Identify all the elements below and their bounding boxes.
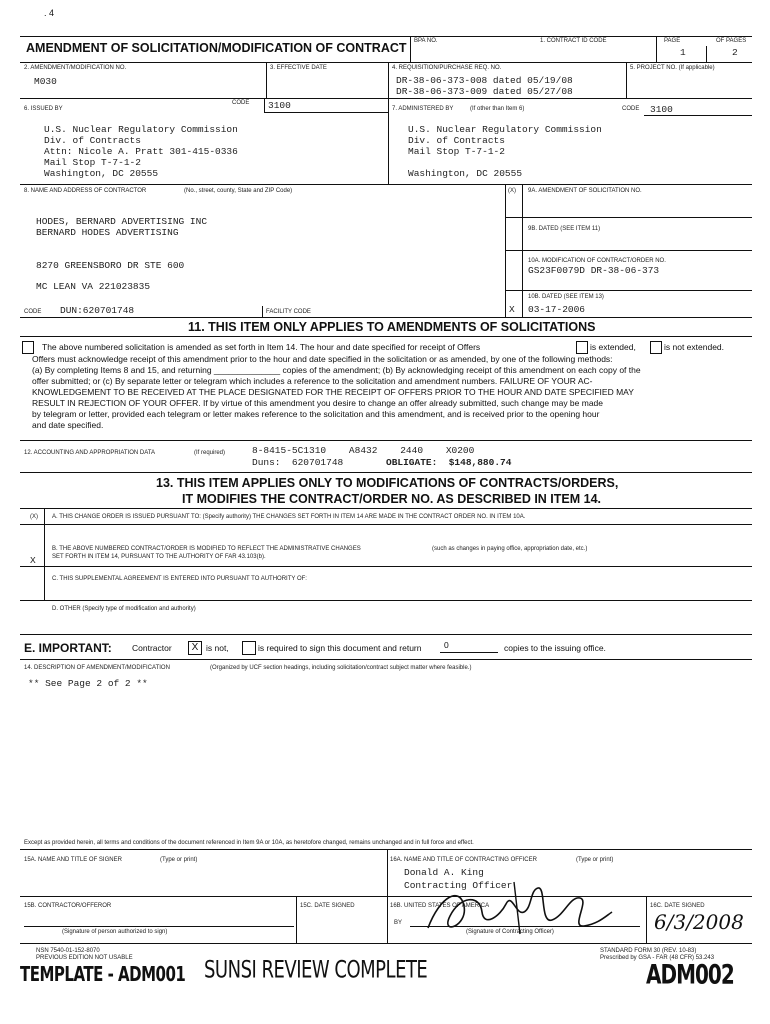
admin-line-3: Mail Stop T-7-1-2: [408, 146, 505, 157]
standard-form-text: STANDARD FORM 30 (REV. 10-83): [600, 948, 697, 954]
issued-line-2: Div. of Contracts: [44, 135, 141, 146]
contracting-officer-label: 16A. NAME AND TITLE OF CONTRACTING OFFICER: [390, 857, 537, 863]
contractor-line-2: BERNARD HODES ADVERTISING: [36, 227, 179, 238]
contractor-label: 8. NAME AND ADDRESS OF CONTRACTOR: [24, 188, 147, 194]
signer-note: (Type or print): [160, 857, 198, 863]
item-13b-text-1: B. THE ABOVE NUMBERED CONTRACT/ORDER IS MODIFIED TO REFLECT THE ADMINISTRATIVE CHANGES: [52, 546, 361, 552]
contract-id-label: 1. CONTRACT ID CODE: [540, 38, 607, 44]
copies-value: 0: [444, 640, 449, 650]
item-13a-text: A. THIS CHANGE ORDER IS ISSUED PURSUANT TO: (Specify authority) THE CHANGES SET FORTH IN ITEM 14 ARE MADE IN THE CONTRACT ORDER NO. IN ITEM 10A.: [52, 514, 526, 520]
form-title: AMENDMENT OF SOLICITATION/MODIFICATION OF CONTRACT: [26, 41, 407, 55]
is-required-text: is required to sign this document and return: [258, 643, 422, 653]
x-column-label: (X): [508, 188, 516, 194]
project-no-label: 5. PROJECT NO. (If applicable): [630, 65, 715, 71]
facility-code-label: FACILITY CODE: [266, 309, 311, 315]
item-11-text-1: Offers must acknowledge receipt of this amendment prior to the hour and date specified in the solicitation or as amended, by one of the following methods:: [32, 354, 613, 364]
amendment-no-value: M030: [34, 76, 57, 87]
issued-line-4: Mail Stop T-7-1-2: [44, 157, 141, 168]
is-required-checkbox[interactable]: [242, 641, 256, 655]
officer-title: Contracting Officer: [404, 880, 513, 891]
is-extended-checkbox[interactable]: [576, 341, 588, 354]
important-label: E. IMPORTANT:: [24, 641, 112, 655]
item-11-text-3: offer submitted; or (c) By separate letter or telegram which includes a reference to the solicitation and amendment numbers. FAILURE OF YOUR AC-: [32, 376, 593, 386]
admin-line-2: Div. of Contracts: [408, 135, 505, 146]
solicitation-amended-checkbox[interactable]: [22, 341, 34, 354]
obligate-amount: OBLIGATE: $148,880.74: [386, 457, 512, 468]
box-10b-mark: X: [509, 304, 515, 315]
administered-by-label: 7. ADMINISTERED BY: [392, 106, 454, 112]
adm-stamp: ADM002: [646, 958, 734, 991]
item-13-x-label: (X): [30, 514, 38, 520]
is-not-extended-label: is not extended.: [664, 342, 725, 352]
item-13-title-1: 13. THIS ITEM APPLIES ONLY TO MODIFICATIONS OF CONTRACTS/ORDERS,: [156, 476, 619, 490]
contracting-officer-note: (Type or print): [576, 857, 614, 863]
accounting-line-2: Duns: 620701748: [252, 457, 344, 468]
item-13d-text: D. OTHER (Specify type of modification and authority): [52, 606, 196, 612]
issued-code-value: 3100: [268, 100, 291, 111]
contractor-line-4: 8270 GREENSBORO DR STE 600: [36, 260, 185, 271]
item-13-title-2: IT MODIFIES THE CONTRACT/ORDER NO. AS DESCRIBED IN ITEM 14.: [182, 492, 602, 506]
issued-line-3: Attn: Nicole A. Pratt 301-415-0336: [44, 146, 238, 157]
item-13b-mark: X: [30, 555, 36, 566]
item-13b-note: (such as changes in paying office, appropriation date, etc.): [432, 546, 588, 552]
contractor-code-value: DUN:620701748: [60, 305, 135, 316]
description-text: ** See Page 2 of 2 **: [28, 678, 148, 689]
accounting-line-1: 8-8415-5C1310 A8432 2440 X0200: [252, 445, 475, 456]
officer-signature: [420, 876, 620, 946]
requisition-label: 4. REQUISITION/PURCHASE REQ. NO.: [392, 65, 502, 71]
requisition-line-1: DR-38-06-373-008 dated 05/19/08: [396, 75, 573, 86]
is-not-checkbox[interactable]: X: [188, 641, 202, 655]
effective-date-label: 3. EFFECTIVE DATE: [270, 65, 327, 71]
by-label: BY: [394, 920, 403, 926]
scan-mark: . 4: [44, 8, 55, 18]
of-pages-label: OF PAGES: [716, 38, 747, 44]
item-11-text-2: (a) By completing Items 8 and 15, and returning ______________ copies of the amendment; (b) By acknowledging receipt of this amendment on each copy of the: [32, 365, 641, 375]
issued-line-1: U.S. Nuclear Regulatory Commission: [44, 124, 238, 135]
issued-by-label: 6. ISSUED BY: [24, 106, 63, 112]
box-10a-label: 10A. MODIFICATION OF CONTRACT/ORDER NO.: [528, 258, 666, 264]
contractor-offeror-label: 15B. CONTRACTOR/OFFEROR: [24, 903, 112, 909]
item-11-text-6: by telegram or letter, provided each telegram or letter makes reference to the solicitation and this amendment, and is received prior to the opening hour: [32, 409, 600, 419]
page-label: PAGE: [664, 38, 681, 44]
admin-code-label: CODE: [622, 106, 640, 112]
issued-line-5: Washington, DC 20555: [44, 168, 159, 179]
box-10b-value: 03-17-2006: [528, 304, 586, 315]
item-11-text-7: and date specified.: [32, 420, 104, 430]
accounting-note: (If required): [194, 450, 226, 456]
item-11-title: 11. THIS ITEM ONLY APPLIES TO AMENDMENTS OF SOLICITATIONS: [188, 320, 596, 334]
contractor-word: Contractor: [132, 643, 172, 653]
previous-edition-text: PREVIOUS EDITION NOT USABLE: [36, 955, 133, 961]
copies-text: copies to the issuing office.: [504, 643, 606, 653]
requisition-line-2: DR-38-06-373-009 dated 05/27/08: [396, 86, 573, 97]
of-pages-number: 2: [732, 47, 738, 58]
page-number: 1: [680, 47, 686, 58]
sunsi-stamp: SUNSI REVIEW COMPLETE: [204, 956, 428, 985]
admin-code-value: 3100: [650, 104, 673, 115]
bpa-label: BPA NO.: [414, 38, 438, 44]
accounting-label: 12. ACCOUNTING AND APPROPRIATION DATA: [24, 450, 156, 456]
officer-name: Donald A. King: [404, 867, 484, 878]
description-note: (Organized by UCF section headings, including solicitation/contract subject matter where feasible.): [210, 665, 472, 671]
template-stamp: TEMPLATE - ADM001: [20, 962, 186, 987]
is-extended-label: is extended,: [590, 342, 636, 352]
contractor-signature-caption: (Signature of person authorized to sign): [62, 929, 168, 935]
except-text: Except as provided herein, all terms and conditions of the document referenced in Item 9A or 10A, as heretofore changed, remains unchanged and in full force and effect.: [24, 840, 474, 846]
nsn-text: NSN 7540-01-152-8070: [36, 948, 100, 954]
officer-date-label: 16C. DATE SIGNED: [650, 903, 705, 909]
box-9a-label: 9A. AMENDMENT OF SOLICITATION NO.: [528, 188, 642, 194]
item-13c-text: C. THIS SUPPLEMENTAL AGREEMENT IS ENTERED INTO PURSUANT TO AUTHORITY OF:: [52, 576, 307, 582]
signer-label: 15A. NAME AND TITLE OF SIGNER: [24, 857, 122, 863]
is-not-extended-checkbox[interactable]: [650, 341, 662, 354]
is-not-label: is not,: [206, 643, 229, 653]
contractor-line-1: HODES, BERNARD ADVERTISING INC: [36, 216, 208, 227]
admin-line-1: U.S. Nuclear Regulatory Commission: [408, 124, 602, 135]
issued-code-label: CODE: [232, 100, 250, 106]
admin-line-5: Washington, DC 20555: [408, 168, 523, 179]
amendment-no-label: 2. AMENDMENT/MODIFICATION NO.: [24, 65, 127, 71]
officer-signature-caption: (Signature of Contracting Officer): [466, 929, 554, 935]
item-11-line-1: The above numbered solicitation is amended as set forth in Item 14. The hour and date specified for receipt of Offers: [42, 342, 481, 352]
item-13b-text-2: SET FORTH IN ITEM 14, PURSUANT TO THE AUTHORITY OF FAR 43.103(b).: [52, 554, 266, 560]
prescribed-text: Prescribed by GSA - FAR (48 CFR) 53.243: [600, 955, 715, 961]
box-10a-value: GS23F0079D DR-38-06-373: [528, 265, 660, 276]
box-10b-label: 10B. DATED (SEE ITEM 13): [528, 294, 604, 300]
box-9b-label: 9B. DATED (SEE ITEM 11): [528, 226, 601, 232]
handwritten-date: 6/3/2008: [654, 910, 744, 934]
contractor-date-label: 15C. DATE SIGNED: [300, 903, 355, 909]
contractor-code-label: CODE: [24, 309, 42, 315]
description-label: 14. DESCRIPTION OF AMENDMENT/MODIFICATION: [24, 665, 170, 671]
contractor-note: (No., street, county, State and ZIP Code): [184, 188, 293, 194]
usa-label: 16B. UNITED STATES OF AMERICA: [390, 903, 490, 909]
contractor-line-6: MC LEAN VA 221023835: [36, 281, 151, 292]
item-11-text-4: KNOWLEDGEMENT TO BE RECEIVED AT THE PLACE DESIGNATED FOR THE RECEIPT OF OFFERS PRIOR TO THE HOUR AND DATE SPECIFIED MAY: [32, 387, 634, 397]
administered-note: (If other than Item 6): [470, 106, 525, 112]
item-11-text-5: RESULT IN REJECTION OF YOUR OFFER. If by virtue of this amendment you desire to change an offer already submitted, such change may be made: [32, 398, 604, 408]
